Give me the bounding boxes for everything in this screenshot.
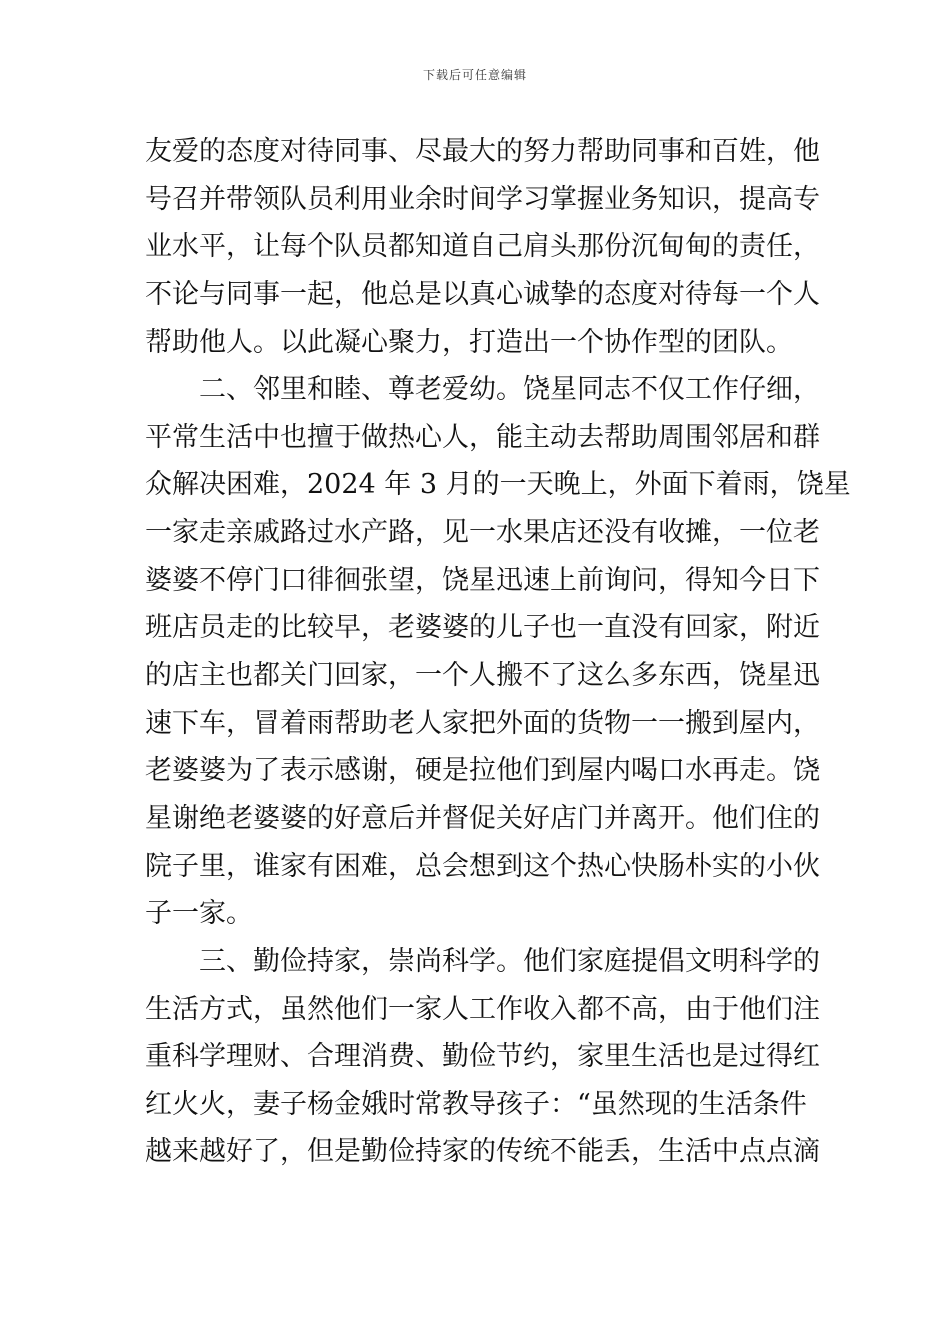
text-line: 三、勤俭持家，崇尚科学。他们家庭提倡文明科学的: [145, 945, 820, 977]
text-line: 业水平，让每个队员都知道自己肩头那份沉甸甸的责任，: [145, 231, 820, 263]
text-line: 红火火，妻子杨金娥时常教导孩子：“虽然现的生活条件: [145, 1088, 807, 1120]
page-header: 下载后可任意编辑: [422, 68, 527, 82]
text-line: 重科学理财、合理消费、勤俭节约，家里生活也是过得红: [145, 1041, 820, 1073]
text-line: 平常生活中也擅于做热心人，能主动去帮助周围邻居和群: [145, 421, 820, 453]
body-text: [145, 128, 851, 1176]
text-line: 一家走亲戚路过水产路，见一水果店还没有收摊，一位老: [145, 517, 820, 549]
text-line: 不论与同事一起，他总是以真心诚挚的态度对待每一个人: [145, 278, 820, 310]
text-line: 越来越好了，但是勤俭持家的传统不能丢，生活中点点滴: [145, 1136, 820, 1168]
text-line: 生活方式，虽然他们一家人工作收入都不高，由于他们注: [145, 993, 820, 1025]
text-line: 号召并带领队员利用业余时间学习掌握业务知识，提高专: [145, 183, 820, 215]
text-line: 帮助他人。以此凝心聚力，打造出一个协作型的团队。: [145, 326, 793, 358]
text-line: 星谢绝老婆婆的好意后并督促关好店门并离开。他们住的: [145, 802, 820, 834]
text-line: 班店员走的比较早，老婆婆的儿子也一直没有回家，附近: [145, 612, 820, 644]
text-line: 众解决困难，2024 年 3 月的一天晚上，外面下着雨，饶星: [145, 469, 851, 501]
text-line: 子一家。: [145, 898, 253, 930]
text-line: 速下车，冒着雨帮助老人家把外面的货物一一搬到屋内，: [145, 707, 820, 739]
text-line: 友爱的态度对待同事、尽最大的努力帮助同事和百姓，他: [145, 136, 820, 167]
text-line: 的店主也都关门回家，一个人搬不了这么多东西，饶星迅: [145, 660, 820, 692]
text-line: 二、邻里和睦、尊老爱幼。饶星同志不仅工作仔细，: [145, 374, 820, 406]
text-line: 院子里，谁家有困难，总会想到这个热心快肠朴实的小伙: [145, 850, 820, 882]
text-line: 老婆婆为了表示感谢，硬是拉他们到屋内喝口水再走。饶: [145, 755, 820, 787]
text-line: 婆婆不停门口徘徊张望，饶星迅速上前询问，得知今日下: [145, 564, 820, 596]
